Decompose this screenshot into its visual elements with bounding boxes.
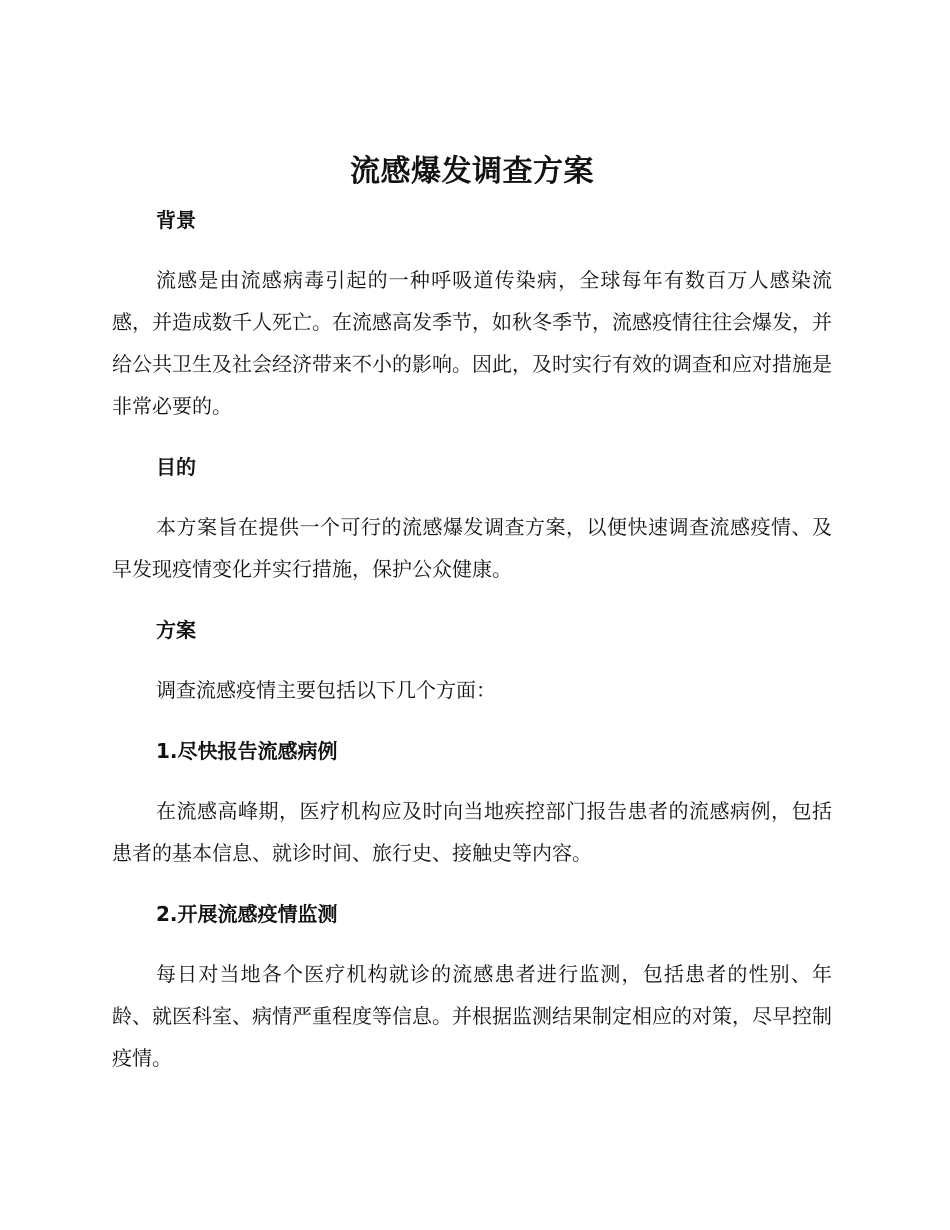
section-paragraph-step1: 在流感高峰期，医疗机构应及时向当地疾控部门报告患者的流感病例，包括患者的基本信息、就诊时间、旅行史、接触史等内容。 xyxy=(112,799,832,865)
section-heading-background: 背景 xyxy=(156,208,196,232)
section-paragraph-purpose: 本方案旨在提供一个可行的流感爆发调查方案，以便快速调查流感疫情、及早发现疫情变化并实行措施，保护公众健康。 xyxy=(112,515,832,581)
section-paragraph-plan: 调查流感疫情主要包括以下几个方面： xyxy=(156,678,496,702)
section-heading-step1: 1.尽快报告流感病例 xyxy=(156,739,338,763)
section-heading-purpose: 目的 xyxy=(156,455,196,479)
document-page xyxy=(112,150,832,1079)
section-paragraph-background: 流感是由流感病毒引起的一种呼吸道传染病，全球每年有数百万人感染流感，并造成数千人死亡。在流感高发季节，如秋冬季节，流感疫情往往会爆发，并给公共卫生及社会经济带来不小的影响。因此，及时实行有效的调查和应对措施是非常必要的。 xyxy=(112,268,832,418)
document-title: 流感爆发调查方案 xyxy=(350,154,594,189)
section-heading-plan: 方案 xyxy=(156,618,196,642)
section-heading-step2: 2.开展流感疫情监测 xyxy=(156,902,338,926)
section-paragraph-step2: 每日对当地各个医疗机构就诊的流感患者进行监测，包括患者的性别、年龄、就医科室、病情严重程度等信息。并根据监测结果制定相应的对策，尽早控制疫情。 xyxy=(112,962,832,1070)
